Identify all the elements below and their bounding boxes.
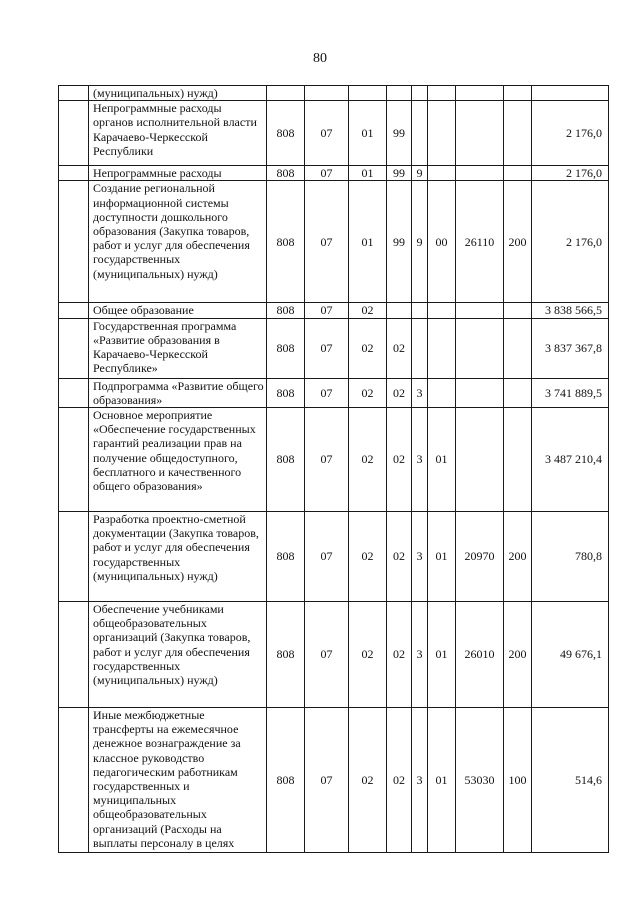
expense-type-code — [504, 101, 532, 166]
expense-type-code — [504, 408, 532, 512]
subsection-code: 02 — [349, 602, 387, 708]
blank-cell — [59, 602, 89, 708]
program-code — [387, 86, 412, 101]
ministry-code: 808 — [267, 166, 305, 181]
program-code: 02 — [387, 378, 412, 407]
subprogram-code — [412, 86, 428, 101]
subsection-code: 02 — [349, 512, 387, 602]
direction-code: 20970 — [456, 512, 504, 602]
event-code — [428, 166, 456, 181]
subsection-code: 02 — [349, 708, 387, 853]
subprogram-code: 3 — [412, 408, 428, 512]
item-name: Непрограммные расходы — [89, 166, 267, 181]
expense-type-code — [504, 378, 532, 407]
subsection-code: 02 — [349, 303, 387, 318]
subsection-code: 01 — [349, 166, 387, 181]
amount: 2 176,0 — [532, 101, 609, 166]
subsection-code: 02 — [349, 408, 387, 512]
budget-table — [58, 85, 609, 853]
amount: 2 176,0 — [532, 181, 609, 303]
section-code: 07 — [305, 181, 349, 303]
table-row — [59, 318, 609, 378]
subsection-code: 01 — [349, 181, 387, 303]
event-code — [428, 101, 456, 166]
amount: 3 487 210,4 — [532, 408, 609, 512]
table-row — [59, 303, 609, 318]
subprogram-code — [412, 318, 428, 378]
expense-type-code — [504, 86, 532, 101]
expense-type-code — [504, 303, 532, 318]
subsection-code: 02 — [349, 318, 387, 378]
amount: 514,6 — [532, 708, 609, 853]
ministry-code: 808 — [267, 318, 305, 378]
event-code: 01 — [428, 708, 456, 853]
expense-type-code: 100 — [504, 708, 532, 853]
blank-cell — [59, 166, 89, 181]
direction-code: 26010 — [456, 602, 504, 708]
item-name: Создание региональной информационной системы доступности дошкольного образования (Закупка товаров, работ и услуг для обеспечения государственных (муниципальных) нужд) — [89, 181, 267, 303]
event-code: 00 — [428, 181, 456, 303]
item-name: (муниципальных) нужд) — [89, 86, 267, 101]
program-code: 99 — [387, 166, 412, 181]
direction-code — [456, 86, 504, 101]
amount: 49 676,1 — [532, 602, 609, 708]
ministry-code: 808 — [267, 602, 305, 708]
program-code: 02 — [387, 318, 412, 378]
amount: 3 741 889,5 — [532, 378, 609, 407]
subprogram-code: 3 — [412, 708, 428, 853]
amount: 3 838 566,5 — [532, 303, 609, 318]
ministry-code: 808 — [267, 708, 305, 853]
event-code — [428, 318, 456, 378]
expense-type-code: 200 — [504, 602, 532, 708]
table-row — [59, 181, 609, 303]
direction-code — [456, 166, 504, 181]
section-code: 07 — [305, 101, 349, 166]
item-name: Государственная программа «Развитие образования в Карачаево-Черкесской Республике» — [89, 318, 267, 378]
amount: 3 837 367,8 — [532, 318, 609, 378]
section-code: 07 — [305, 602, 349, 708]
section-code: 07 — [305, 378, 349, 407]
subprogram-code: 9 — [412, 166, 428, 181]
direction-code — [456, 408, 504, 512]
program-code: 02 — [387, 512, 412, 602]
expense-type-code — [504, 318, 532, 378]
expense-type-code — [504, 166, 532, 181]
program-code — [387, 303, 412, 318]
section-code: 07 — [305, 166, 349, 181]
program-code: 99 — [387, 101, 412, 166]
subprogram-code: 3 — [412, 512, 428, 602]
table-body — [59, 86, 609, 853]
blank-cell — [59, 303, 89, 318]
subprogram-code: 9 — [412, 181, 428, 303]
section-code: 07 — [305, 408, 349, 512]
expense-type-code: 200 — [504, 512, 532, 602]
blank-cell — [59, 378, 89, 407]
amount: 780,8 — [532, 512, 609, 602]
event-code — [428, 378, 456, 407]
amount — [532, 86, 609, 101]
ministry-code: 808 — [267, 303, 305, 318]
direction-code — [456, 303, 504, 318]
event-code: 01 — [428, 408, 456, 512]
subsection-code: 02 — [349, 378, 387, 407]
blank-cell — [59, 408, 89, 512]
program-code: 99 — [387, 181, 412, 303]
table-row — [59, 602, 609, 708]
ministry-code: 808 — [267, 181, 305, 303]
blank-cell — [59, 318, 89, 378]
blank-cell — [59, 512, 89, 602]
table-row — [59, 166, 609, 181]
program-code: 02 — [387, 408, 412, 512]
event-code — [428, 303, 456, 318]
item-name: Непрограммные расходы органов исполнительной власти Карачаево-Черкесской Республики — [89, 101, 267, 166]
subsection-code: 01 — [349, 101, 387, 166]
item-name: Разработка проектно-сметной документации (Закупка товаров, работ и услуг для обеспечения государственных (муниципальных) нужд) — [89, 512, 267, 602]
event-code — [428, 86, 456, 101]
section-code: 07 — [305, 512, 349, 602]
table-row — [59, 101, 609, 166]
expense-type-code: 200 — [504, 181, 532, 303]
ministry-code: 808 — [267, 512, 305, 602]
subprogram-code: 3 — [412, 602, 428, 708]
subprogram-code — [412, 303, 428, 318]
section-code: 07 — [305, 708, 349, 853]
table-row — [59, 708, 609, 853]
item-name: Подпрограмма «Развитие общего образования» — [89, 378, 267, 407]
blank-cell — [59, 86, 89, 101]
event-code: 01 — [428, 602, 456, 708]
subprogram-code — [412, 101, 428, 166]
ministry-code: 808 — [267, 378, 305, 407]
table-row — [59, 408, 609, 512]
direction-code: 53030 — [456, 708, 504, 853]
blank-cell — [59, 708, 89, 853]
subprogram-code: 3 — [412, 378, 428, 407]
table-row — [59, 86, 609, 101]
page-number: 80 — [313, 51, 327, 66]
blank-cell — [59, 181, 89, 303]
table-row — [59, 378, 609, 407]
amount: 2 176,0 — [532, 166, 609, 181]
ministry-code: 808 — [267, 101, 305, 166]
direction-code — [456, 378, 504, 407]
item-name: Иные межбюджетные трансферты на ежемесячное денежное вознаграждение за классное руководство педагогическим работникам государственных и муниципальных общеобразовательных организаций (Расходы на выплаты персоналу в целях — [89, 708, 267, 853]
section-code: 07 — [305, 318, 349, 378]
table-row — [59, 512, 609, 602]
item-name: Общее образование — [89, 303, 267, 318]
subsection-code — [349, 86, 387, 101]
program-code: 02 — [387, 708, 412, 853]
direction-code: 26110 — [456, 181, 504, 303]
program-code: 02 — [387, 602, 412, 708]
event-code: 01 — [428, 512, 456, 602]
item-name: Обеспечение учебниками общеобразовательных организаций (Закупка товаров, работ и услуг для обеспечения государственных (муниципальных) нужд) — [89, 602, 267, 708]
ministry-code — [267, 86, 305, 101]
ministry-code: 808 — [267, 408, 305, 512]
blank-cell — [59, 101, 89, 166]
direction-code — [456, 318, 504, 378]
item-name: Основное мероприятие «Обеспечение государственных гарантий реализации прав на получение общедоступного, бесплатного и качественного общего образования» — [89, 408, 267, 512]
section-code: 07 — [305, 303, 349, 318]
section-code — [305, 86, 349, 101]
direction-code — [456, 101, 504, 166]
